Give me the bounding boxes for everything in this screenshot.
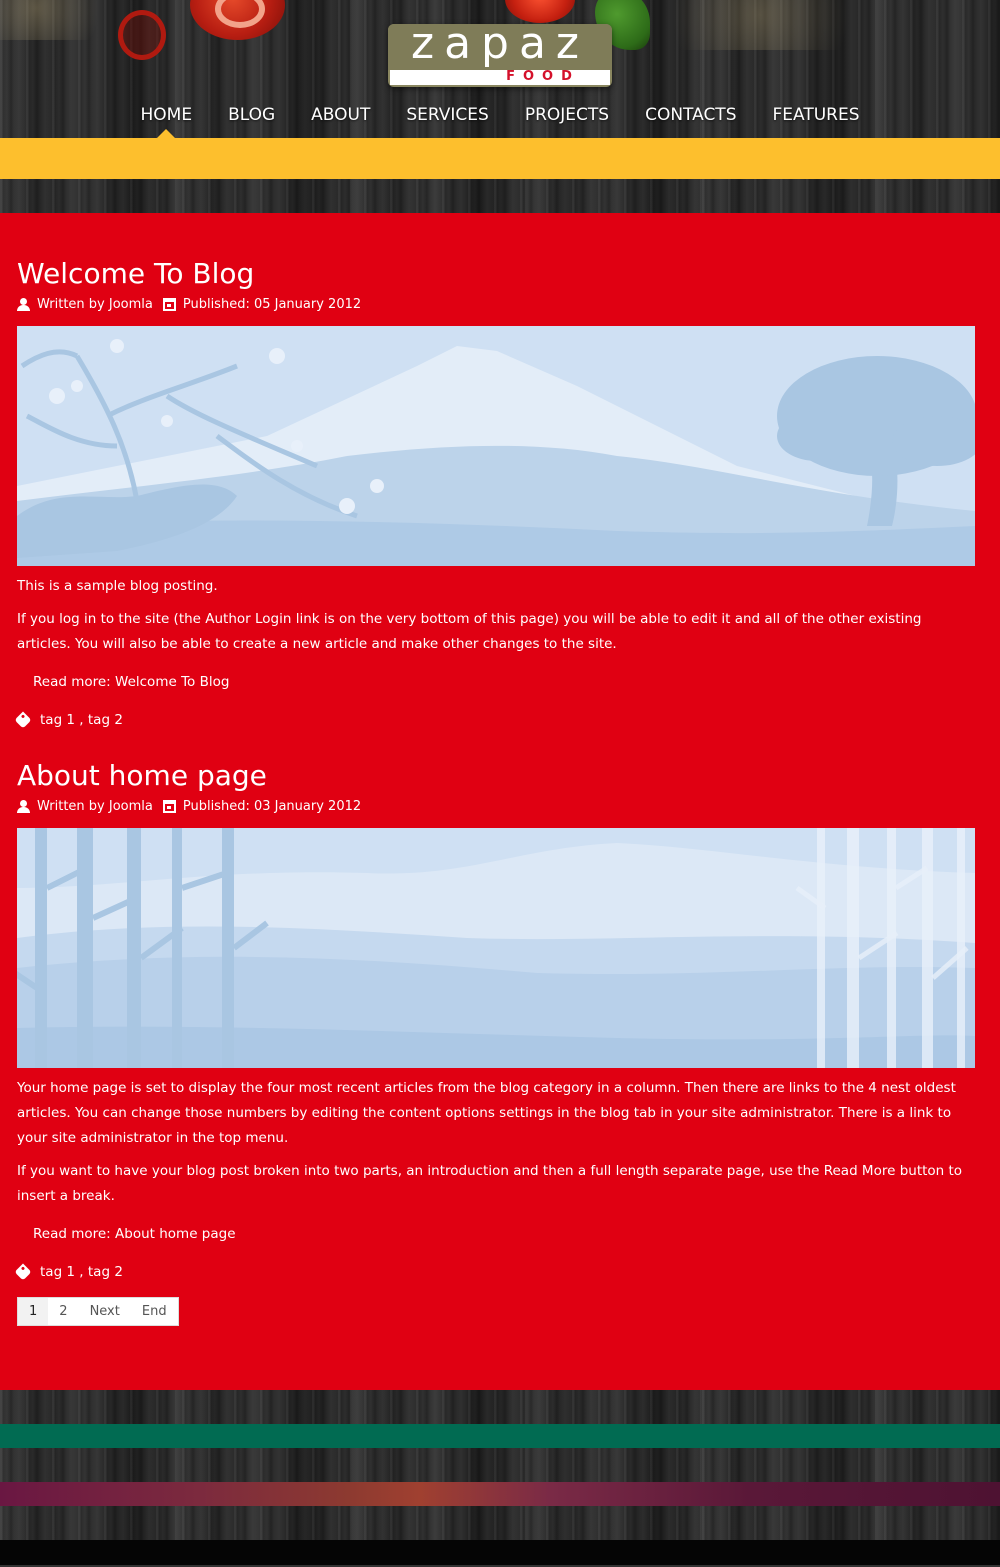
article-paragraph: If you want to have your blog post broken into two parts, an introduction and then a full length separate page, use the Read More button to insert a break. [17,1163,963,1204]
tomato-decoration [505,0,575,23]
wood-divider [0,1390,1000,1424]
read-more-link[interactable]: Read more: Welcome To Blog [33,674,230,690]
page-next[interactable]: Next [89,1304,120,1319]
calendar-icon [163,298,176,311]
tag-separator: , [75,712,88,728]
site-header [0,0,1000,138]
article-paragraph: Your home page is set to display the four most recent articles from the blog category in a column. Then there are links to the 4 nest oldest articles. You can change those numbers by editing the content options settings in the blog tab in your site administrator. There is a link to your site administrator in the top menu. [17,1080,956,1146]
nav-item-blog[interactable]: BLOG [228,105,276,125]
wood-divider [0,179,1000,213]
page-end[interactable]: End [141,1304,167,1319]
article-published-date: Published: 03 January 2012 [182,798,362,814]
user-icon [17,298,30,311]
nav-item-about[interactable]: ABOUT [311,105,371,125]
article-published-date: Published: 05 January 2012 [182,296,362,312]
nav-item-projects[interactable]: PROJECTS [524,105,610,125]
article-tags [17,1261,975,1283]
tag-link[interactable]: tag 1 [40,712,76,728]
user-icon [17,800,30,813]
nav-item-home[interactable]: HOME [122,102,210,132]
wood-divider [0,1448,1000,1482]
tag-icon [15,1264,32,1281]
page-2[interactable]: 2 [59,1304,68,1319]
tag-link[interactable]: tag 2 [87,712,123,728]
tag-icon [15,712,32,729]
calendar-icon [163,800,176,813]
main-nav [0,102,1000,132]
article-author: Written by Joomla [37,296,153,312]
peppercorn-decoration [640,0,880,50]
nav-item-contacts[interactable]: CONTACTS [645,105,737,125]
page-1[interactable]: 1 [18,1298,48,1325]
spice-decoration [0,0,120,40]
nav-item-services[interactable]: SERVICES [406,105,489,125]
article-image-mountain-bamboo [17,828,975,1068]
tag-separator: , [75,1264,88,1280]
article-title[interactable]: About home page [17,759,267,792]
pepper-ring-decoration [118,10,166,60]
footer-bottom-bar [0,1540,1000,1567]
pagination [17,1297,179,1326]
blog-article [17,758,975,1283]
yellow-band [0,138,1000,179]
green-band [0,1424,1000,1448]
article-paragraph: If you log in to the site (the Author Login link is on the very bottom of this page) you will be able to edit it and all of the other existing articles. You will also be able to create a new article and make other changes to the site. [17,611,922,652]
logo-wordmark: zapaz [410,24,590,69]
blog-article [17,256,975,731]
article-paragraph: This is a sample blog posting. [17,578,218,594]
tag-link[interactable]: tag 2 [87,1264,123,1280]
tag-link[interactable]: tag 1 [40,1264,76,1280]
article-tags [17,709,975,731]
logo-subtitle: FOOD [506,69,580,84]
nav-item-features[interactable]: FEATURES [772,105,860,125]
read-more-link[interactable]: Read more: About home page [33,1226,236,1242]
article-title[interactable]: Welcome To Blog [17,257,255,290]
site-logo[interactable] [388,24,612,87]
article-meta [17,796,975,816]
main-content [0,213,1000,1390]
wood-divider [0,1506,1000,1540]
article-author: Written by Joomla [37,798,153,814]
article-meta [17,294,975,314]
article-image-mountain-blossom [17,326,975,566]
food-photo-band [0,1482,1000,1506]
